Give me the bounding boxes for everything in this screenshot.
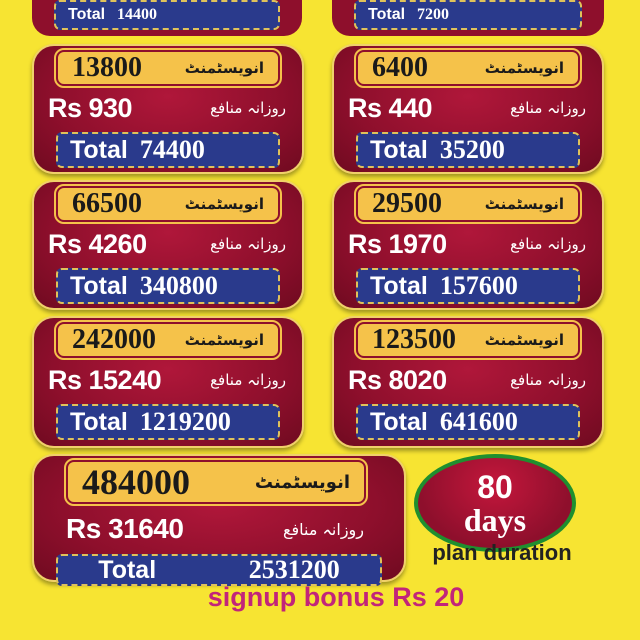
daily-profit-row (48, 90, 286, 126)
signup-bonus-text: signup bonus Rs 20 (207, 582, 465, 612)
daily-profit-row (48, 362, 286, 398)
investment-label: انویسٹمنٹ (484, 331, 564, 349)
total-label: Total (70, 135, 128, 164)
daily-profit-amount: Rs 4260 (48, 228, 147, 259)
total-amount: 157600 (439, 271, 518, 300)
total-label: Total (70, 407, 128, 436)
total-label: Total (370, 135, 428, 164)
daily-profit-amount: Rs 1970 (348, 228, 447, 259)
total-amount: 35200 (439, 135, 505, 164)
investment-label: انویسٹمنٹ (184, 59, 264, 77)
investment-bar (356, 50, 580, 86)
daily-profit-label: روزانہ منافع (210, 371, 286, 389)
investment-amount: 13800 (72, 52, 142, 83)
daily-profit-label: روزانہ منافع (210, 99, 286, 117)
plan-card (332, 180, 604, 310)
total-bar (356, 132, 580, 168)
total-bar (356, 404, 580, 440)
plan-card (32, 316, 304, 448)
total-bar (54, 0, 280, 30)
investment-bar (56, 50, 280, 86)
plan-card-top-right (332, 0, 604, 36)
daily-profit-label: روزانہ منافع (283, 519, 364, 539)
plan-card-top-left (32, 0, 302, 36)
total-label: Total (370, 271, 428, 300)
investment-amount: 6400 (372, 52, 428, 83)
total-amount: 1219200 (139, 407, 231, 436)
daily-profit-amount: Rs 930 (48, 92, 133, 123)
total-bar (56, 404, 280, 440)
investment-amount: 123500 (372, 324, 456, 355)
plan-card (332, 44, 604, 174)
investment-bar (56, 186, 280, 222)
total-amount: 74400 (139, 135, 205, 164)
investment-label: انویسٹمنٹ (184, 195, 264, 213)
investment-bar (56, 322, 280, 358)
total-label: Total (68, 6, 106, 23)
total-label: Total (98, 555, 157, 584)
daily-profit-row (348, 90, 586, 126)
total-amount: 2531200 (248, 555, 340, 584)
daily-profit-amount: Rs 440 (348, 92, 433, 123)
daily-profit-label: روزانہ منافع (510, 371, 586, 389)
daily-profit-label: روزانہ منافع (210, 235, 286, 253)
plan-card (332, 316, 604, 448)
total-bar (56, 268, 280, 304)
plan-card (32, 180, 304, 310)
plan-card-featured (32, 454, 406, 582)
total-bar (356, 268, 580, 304)
duration-number: 80 (477, 469, 513, 505)
investment-label: انویسٹمنٹ (484, 59, 564, 77)
duration-badge (414, 454, 576, 552)
plan-duration-caption: plan duration (432, 540, 572, 565)
daily-profit-row (348, 226, 586, 262)
total-amount: 7200 (417, 6, 450, 23)
investment-label: انویسٹمنٹ (184, 331, 264, 349)
investment-label: انویسٹمنٹ (484, 195, 564, 213)
duration-unit: days (463, 502, 527, 538)
plan-card (32, 44, 304, 174)
daily-profit-label: روزانہ منافع (510, 99, 586, 117)
daily-profit-amount: Rs 31640 (66, 513, 184, 544)
total-label: Total (370, 407, 428, 436)
total-label: Total (368, 6, 406, 23)
total-bar (56, 132, 280, 168)
total-bar (354, 0, 582, 30)
investment-bar (356, 322, 580, 358)
daily-profit-amount: Rs 8020 (348, 364, 447, 395)
investment-amount: 242000 (72, 324, 156, 355)
daily-profit-row (48, 226, 286, 262)
investment-label: انویسٹمنٹ (254, 471, 350, 493)
total-amount: 340800 (139, 271, 218, 300)
daily-profit-amount: Rs 15240 (48, 364, 162, 395)
daily-profit-label: روزانہ منافع (510, 235, 586, 253)
investment-amount: 66500 (72, 188, 142, 219)
daily-profit-row (348, 362, 586, 398)
investment-bar (66, 460, 366, 504)
total-amount: 641600 (439, 407, 518, 436)
investment-amount: 484000 (82, 462, 190, 502)
investment-amount: 29500 (372, 188, 442, 219)
investment-bar (356, 186, 580, 222)
daily-profit-row (66, 510, 364, 548)
total-label: Total (70, 271, 128, 300)
total-amount: 14400 (117, 6, 158, 23)
